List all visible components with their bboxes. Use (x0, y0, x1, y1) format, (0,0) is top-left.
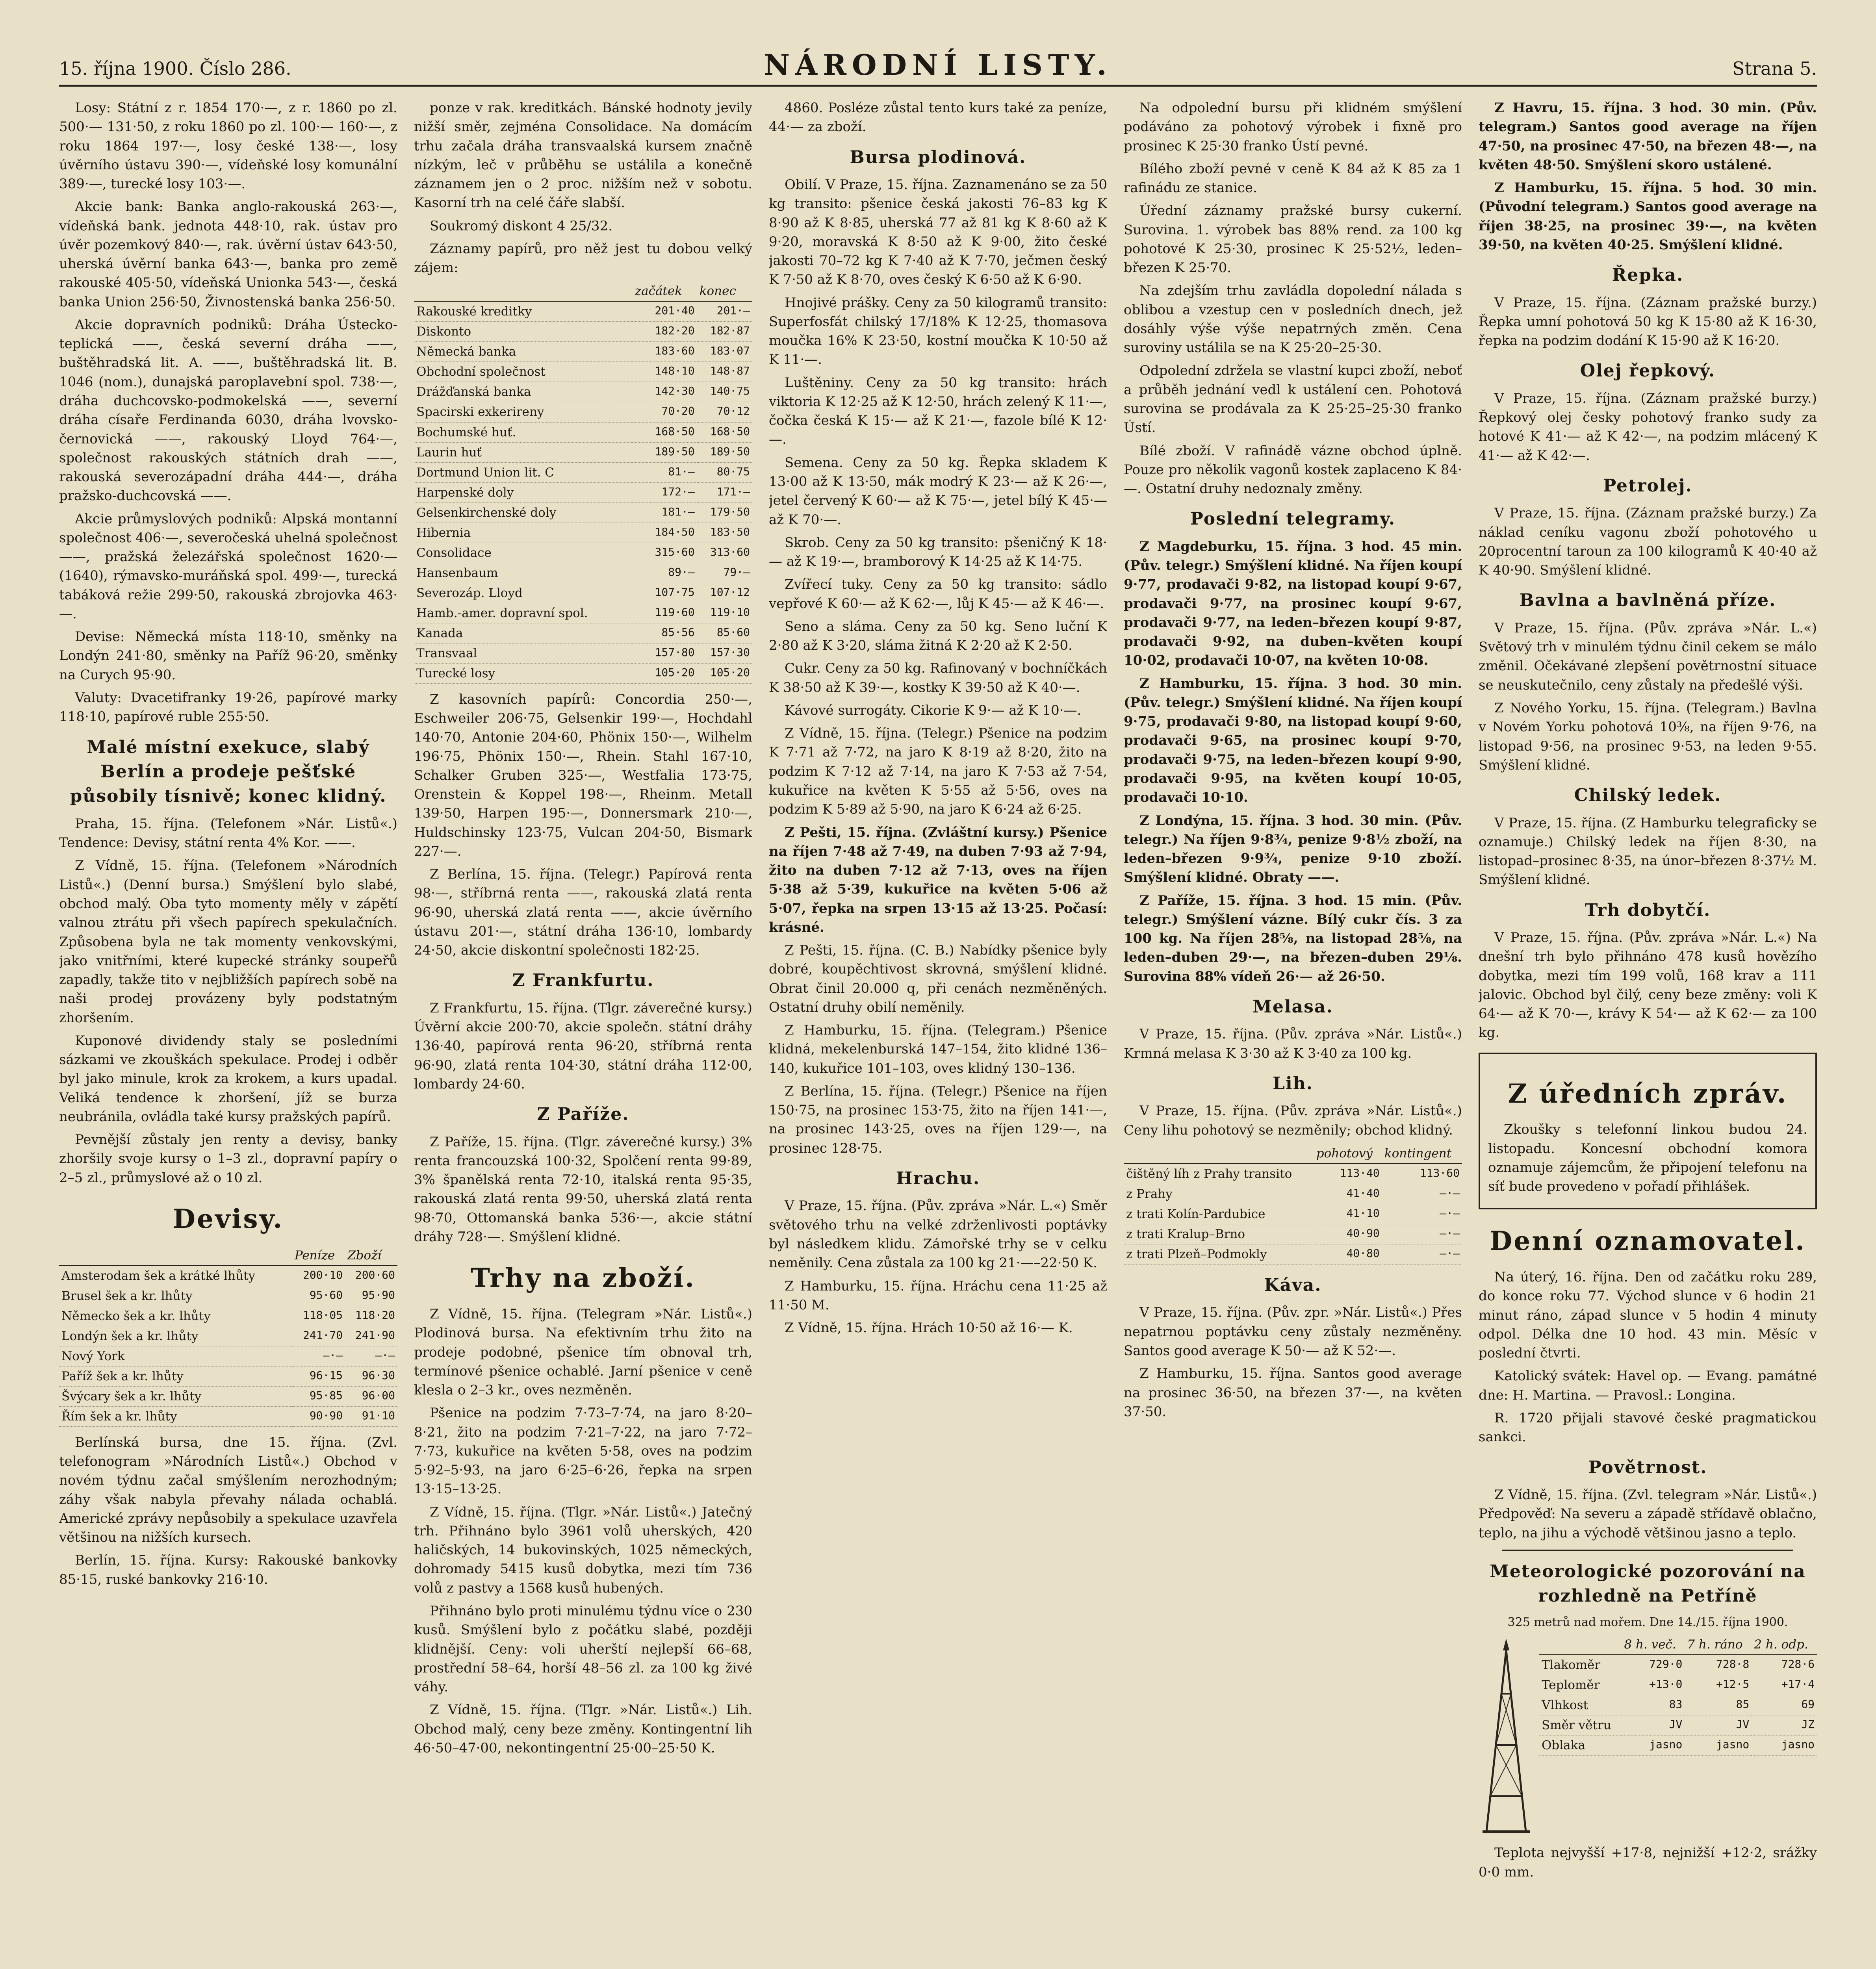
table-cell: Laurin huť (414, 442, 633, 462)
paragraph: V Praze, 15. října. (Pův. zpráva »Nár. L.«) Na dnešní trh bylo přihnáno 478 kusů hovězího dobytka, mezi tím 199 volů, 168 krav a 111 jalovic. Obchod byl čilý, ceny beze změny: voli K 64·— až K 70·—, krávy K 54·— až K 62·— za 100 kg. (1479, 930, 1817, 1041)
table-body (1539, 1655, 1817, 1756)
table-cell: Teploměr (1539, 1675, 1622, 1695)
table-row (59, 1406, 397, 1426)
table-cell: 168·50 (633, 422, 697, 442)
paragraph: Z Vídně, 15. října. (Telefonem »Národních Listů«.) (Denní bursa.) Smýšlení bylo slabé, obchod malý. Oba tyto momenty měly v zápětí valnou ztrátu při všech papírech spekulačních. Způsobena byla ne tak momenty venkovskými, jako vnitřními, které kupecké stránky soupeřů zapadly, takže tito v nejbližších papírech sobě na naši prodej provázeny byly podstatným zhoršením. (59, 858, 397, 1026)
paragraph: Pevnější zůstaly jen renty a devisy, banky zhoršily svoje kursy o 1–3 zl., dopravní papíry o 2–5 zl., průmyslové až o 10 zl. (59, 1132, 397, 1186)
paragraph: V Praze, 15. října. (Z Hamburku telegraficky se oznamuje.) Chilský ledek na říjen 8·30, na listopad–prosinec 8·35, na únor–březen 8·37½ M. Smýšlení klidné. (1479, 815, 1817, 888)
paragraph: Praha, 15. října. (Telefonem »Nár. Listů«.) Tendence: Devisy, státní renta 4% Kor. ——. (59, 816, 397, 851)
paragraph: R. 1720 přijali stavové české pragmatickou sankci. (1479, 1410, 1817, 1445)
table-cell: —·— (345, 1346, 397, 1366)
paragraph: Z Pešti, 15. října. (Zvláštní kursy.) Pšenice na říjen 7·48 až 7·49, na duben 7·93 až 7·94, žito na duben 7·12 až 7·13, oves na říjen 5·38 až 5·39, kukuřice na květen 5·06 až 5·07, řepka na srpen 13·15 až 13·25. Počasí: krásné. (769, 824, 1107, 935)
paragraph: Teplota nejvyšší +17·8, nejnižší +12·2, srážky 0·0 mm. (1479, 1845, 1817, 1880)
paragraph: Z Vídně, 15. října. Hrách 10·50 až 16·— K. (785, 1320, 1073, 1336)
table-cell: 182·87 (697, 322, 752, 342)
table-cell: 729·0 (1622, 1655, 1685, 1675)
table-cell: z trati Plzeň–Podmokly (1124, 1244, 1314, 1264)
table-body (414, 301, 752, 683)
table-row (59, 1346, 397, 1366)
table-cell: Londýn šek a kr. lhůty (59, 1326, 292, 1346)
table-cell: Consolidace (414, 543, 633, 563)
section-heading: Malé místní exekuce, slabý Berlín a prodeje pešťské působily tísnivě; konec klidný. (70, 737, 387, 807)
paragraph: Z Magdeburku, 15. října. 3 hod. 45 min. (Pův. telegr.) Smýšlení klidné. Na říjen koupí 9·77, prodavači 9·82, na listopad koupí 9·67, prodavači 9·77, na prosinec koupí 9·67, prodavači 9·77, na leden–březen koupí 9·87, prodavači 9·92, na duben–květen koupí 10·02, prodavači 10·07, na květen 10·08. (1124, 538, 1462, 669)
table-cell: 119·10 (697, 603, 752, 623)
table-row (414, 482, 752, 502)
section-heading: Z úředních zpráv. (1508, 1078, 1788, 1109)
table-cell: 89·— (633, 563, 697, 583)
table-cell: 85·56 (633, 623, 697, 643)
table-row (414, 643, 752, 663)
table-cell: Německá banka (414, 342, 633, 362)
table-cell: 69 (1752, 1695, 1817, 1715)
paragraph: Na zdejším trhu zavládla dopolední nálada s oblibou a vzestup cen v posledních dnech, jež dosáhly výše výše nepatrných změn. Cena suroviny ustálila se na K 25·20–25·30. (1124, 283, 1462, 356)
table-row (1539, 1675, 1817, 1695)
table-cell: Severozáp. Lloyd (414, 583, 633, 603)
section-heading: Z Paříže. (537, 1104, 629, 1125)
section-heading: Trh dobytčí. (1585, 900, 1711, 920)
column-2 (414, 98, 752, 1969)
table-cell: Hibernia (414, 523, 633, 543)
section-heading: Káva. (1264, 1275, 1322, 1295)
table-cell: 83 (1622, 1695, 1685, 1715)
table-cell: Švýcary šek a kr. lhůty (59, 1386, 292, 1406)
table-cell: 70·12 (697, 402, 752, 422)
table-cell: 40·90 (1314, 1224, 1382, 1244)
column-3 (769, 98, 1107, 1969)
paragraph: Z Vídně, 15. října. (Tlgr. »Nár. Listů«.) Lih. Obchod malý, ceny beze změny. Kontingentní lih 46·50–47·00, nekontingentní 25·00–25·50 K. (414, 1702, 752, 1756)
table-cell: 96·15 (292, 1366, 345, 1386)
paragraph: V Praze, 15. října. (Pův. zpráva »Nár. L.«) Světový trh v minulém týdnu činil cekem se málo změnil. Očekávané zlepšení povětrnostní situace se neuskutečnilo, ceny zůstaly na předešlé výši. (1479, 620, 1817, 693)
table-row (414, 603, 752, 623)
table-cell: Německo šek a kr. lhůty (59, 1306, 292, 1326)
paragraph: Přihnáno bylo proti minulému týdnu více o 230 kusů. Smýšlení bylo z počátku slabé, později klidnější. Ceny: voli uherští nejlepší 66–68, prostřední 58–64, horší 48–56 zl. za 100 kg živé váhy. (414, 1603, 752, 1695)
paragraph: Semena. Ceny za 50 kg. Řepka skladem K 13·00 až K 13·50, mák modrý K 23·— až K 26·—, jetel červený K 60·— až K 75·—, jetel bílý K 45·— až K 70·—. (769, 454, 1107, 528)
lih-table (1124, 1144, 1462, 1264)
table-cell: 79·— (697, 563, 752, 583)
paragraph: Úřední záznamy pražské bursy cukerní. Surovina. 1. výrobek bas 88% rend. za 100 kg pohotové K 25·30, prosinec K 25·52½, leden–březen K 25·70. (1124, 203, 1462, 276)
table-cell: —·— (1382, 1204, 1462, 1224)
table-row (414, 442, 752, 462)
paragraph: V Praze, 15. října. (Záznam pražské burzy.) Řepkový olej česky pohotový franko sudy za hotové K 41·— až K 42·—, na podzim mlácený K 41·— až K 42·—. (1479, 390, 1817, 464)
section-heading: Melasa. (1253, 996, 1333, 1017)
paragraph: Záznamy papírů, pro něž jest tu dobou velký zájem: (414, 241, 752, 276)
paragraph: Seno a sláma. Ceny za 50 kg. Seno luční K 2·80 až K 3·20, sláma žitná K 2·20 až K 2·50. (769, 618, 1107, 654)
table-cell: 241·90 (345, 1326, 397, 1346)
table-cell: 113·60 (1382, 1164, 1462, 1184)
paragraph: Devise: Německá místa 118·10, směnky na Londýn 241·80, směnky na Paříž 96·20, směnky na Curych 95·90. (59, 629, 397, 683)
table-header (414, 281, 633, 301)
paragraph: Kuponové dividendy staly se posledními sázkami ve zkouškách spekulace. Prodej i odběr byl jako minule, krok za krokem, a kurs upadal. Veliká tendence k zhoršení, jíž se burza neubránila, ovládla také kursy pražských papírů. (59, 1033, 397, 1125)
berlin-quotes-table (414, 281, 752, 683)
table-row (414, 663, 752, 683)
paragraph: Z Hamburku, 15. října. (Telegram.) Pšenice klidná, mekelenburská 147–154, žito klidné 136–140, kukuřice 101–103, oves klidný 130–136. (769, 1022, 1107, 1076)
table-cell: 313·60 (697, 543, 752, 563)
paragraph: Z Paříže, 15. října. (Tlgr. záverečné kursy.) 3% renta francouzská 100·32, Spolčení renta 99·89, 3% španělská renta 72·10, italská renta 95·35, rakouská zlatá renta 99·50, uherská zlatá renta 98·70, Ottomanská banka 536·—, akcie státní dráhy 728·—. Smýšlení klidné. (414, 1134, 752, 1245)
table-cell: 107·75 (633, 583, 697, 603)
columns (59, 98, 1817, 1969)
table-cell: 200·10 (292, 1266, 345, 1286)
paragraph: Z Hamburku, 15. října. 3 hod. 30 min. (Pův. telegr.) Smýšlení klidné. Na říjen koupí 9·75, prodavači 9·80, na listopad koupí 9·60, prodavači 9·65, na prosinec koupí 9·70, prodavači 9·75, na leden–březen koupí 9·90, prodavači 9·95, na květen koupí 10·05, prodavači 10·10. (1124, 675, 1462, 806)
table-cell: Paříž šek a kr. lhůty (59, 1366, 292, 1386)
table-row (414, 342, 752, 362)
table-row (414, 402, 752, 422)
table-cell: 105·20 (697, 663, 752, 683)
paragraph: Akcie průmyslových podniků: Alpská montanní společnost 406·—, severočeská uhelná společnost ——, pražská železářská společnost 1620·— (1640), rýmavsko-muráňská spol. 499·—, turecká tabáková režie 299·50, rakouská zbrojovka 463·—. (59, 511, 397, 622)
paragraph: V Praze, 15. října. (Záznam pražské burzy.) Řepka umní pohotová 50 kg K 15·80 až K 16·30, řepka na podzim dodání K 15·90 až K 16·20. (1479, 295, 1817, 349)
table-header: Zboží (345, 1246, 397, 1266)
table-row (59, 1266, 397, 1286)
table-cell: 728·8 (1685, 1655, 1752, 1675)
table-row (414, 362, 752, 382)
table-cell: —·— (292, 1346, 345, 1366)
table-cell: z trati Kolín-Pardubice (1124, 1204, 1314, 1224)
table-cell: Obchodní společnost (414, 362, 633, 382)
section-heading: Poslední telegramy. (1190, 509, 1396, 529)
table-cell: Hansenbaum (414, 563, 633, 583)
table-cell: 189·50 (633, 442, 697, 462)
table-cell: 181·— (633, 502, 697, 523)
paragraph: Z Frankfurtu, 15. října. (Tlgr. záverečné kursy.) Úvěrní akcie 200·70, akcie společn. státní dráhy 136·40, papírová renta 96·20, stříbrná renta 96·90, zlatá renta 104·30, státní dráha 112·00, lombardy 24·60. (414, 1000, 752, 1092)
paragraph: Losy: Státní z r. 1854 170·—, z r. 1860 po zl. 500·— 131·50, z roku 1860 po zl. 100·— 160·—, z roku 1864 197·—, losy české 138·—, losy úvěrního ústavu 390·—, vídeňské losy komunální 389·—, turecké losy 103·—. (59, 100, 397, 192)
paragraph: Z Berlína, 15. října. (Telegr.) Pšenice na říjen 150·75, na prosinec 153·75, žito na říjen 141·—, na prosinec 143·25, oves na říjen 129·—, na prosinec 128·75. (769, 1083, 1107, 1156)
table-header: 2 h. odp. (1752, 1635, 1817, 1655)
table-row (59, 1366, 397, 1386)
table-row (1539, 1735, 1817, 1756)
weather-table (1539, 1635, 1817, 1756)
paragraph: Na úterý, 16. října. Den od začátku roku 289, do konce roku 77. Východ slunce v 6 hodin 21 minut ráno, západ slunce v 5 hodin 4 minuty odpol. Délka dne 10 hod. 43 min. Měsíc v poslední čtvrti. (1479, 1269, 1817, 1361)
section-heading: Petrolej. (1603, 475, 1692, 496)
table-cell: 85 (1685, 1695, 1752, 1715)
table-cell: Harpenské doly (414, 482, 633, 502)
table-cell: 183·60 (633, 342, 697, 362)
paragraph: Valuty: Dvacetifranky 19·26, papírové marky 118·10, papírové ruble 255·50. (59, 690, 397, 725)
paragraph: Obilí. V Praze, 15. října. Zaznamenáno se za 50 kg transito: pšenice česká jakosti 76–83 kg K 8·90 až K 8·85, uherská 77 až 81 kg K 8·60 až K 9·20, moravská K 8·50 až K 9·00, žito české jakosti 70–72 kg K 7·40 až K 7·70, ječmen český K 7·50 až K 8·70, oves český K 6·50 až K 6·90. (769, 177, 1107, 288)
table-cell: 96·30 (345, 1366, 397, 1386)
paragraph: Z Vídně, 15. října. (Telegr.) Pšenice na podzim K 7·71 až 7·72, na jaro K 8·19 až 8·20, žito na podzim K 7·12 až 7·14, na jaro K 7·53 až 7·54, kukuřice na květen K 5·55 až 5·56, oves na podzim K 5·89 až 5·90, na jaro K 6·24 až 6·25. (769, 725, 1107, 818)
paragraph: Z Hamburku, 15. října. Hráchu cena 11·25 až 11·50 M. (769, 1278, 1107, 1313)
table-cell: 91·10 (345, 1406, 397, 1426)
paragraph: Z Havru, 15. října. 3 hod. 30 min. (Pův. telegram.) Santos good average na říjen 47·50, na prosinec 47·50, na březen 48·—, na květen 48·50. Smýšlení skoro ustálené. (1479, 100, 1817, 173)
table-cell: Tlakoměr (1539, 1655, 1622, 1675)
paragraph: Bílé zboží. V rafinádě vázne obchod úplně. Pouze pro několik vagonů kostek zaplaceno K 84·—. Ostatní druhy nedoznaly změny. (1124, 443, 1462, 497)
petrin-tower-icon (1479, 1635, 1534, 1839)
table-row (414, 583, 752, 603)
table-cell: Rakouské kreditky (414, 301, 633, 322)
table-cell: 95·90 (345, 1286, 397, 1306)
table-row (1539, 1715, 1817, 1735)
table-header: konec (697, 281, 752, 301)
table-cell: 172·— (633, 482, 697, 502)
table-cell: 142·30 (633, 382, 697, 402)
paragraph: Zkoušky s telefonní linkou budou 24. listopadu. Koncesní obchodní komora oznamuje zájemcům, že připojení telefonu na síť bude provedeno v pořadí přihlášek. (1488, 1122, 1807, 1195)
table-cell: Hamb.-amer. dopravní spol. (414, 603, 633, 623)
table-cell: Gelsenkirchenské doly (414, 502, 633, 523)
column-5 (1479, 98, 1817, 1969)
paragraph: Z Vídně, 15. října. (Telegram »Nár. Listů«.) Plodinová bursa. Na efektivním trhu žito na prodeje podobné, pšenice tím obnoval trh, termínové pšenice ochablé. Jarní pšenice v ceně klesla o 2–3 kr., oves nezměněn. (414, 1306, 752, 1398)
paragraph: Z kasovních papírů: Concordia 250·—, Eschweiler 206·75, Gelsenkir 199·—, Hochdahl 140·70, Antonie 204·60, Phönix 150·—, Wilhelm 196·75, Phönix 150·—, Rhein. Stahl 167·10, Schalker Gruben 325·—, Westfalia 173·75, Orenstein & Koppel 198·—, Rheinm. Metall 139·50, Harpen 195·—, Donnersmark 210·—, Huldschinsky 123·75, Vulcan 204·50, Bismark 227·—. (414, 691, 752, 859)
section-heading: Meteorologické pozorování na rozhledně na Petříně (1490, 1561, 1806, 1606)
table-row (1124, 1204, 1462, 1224)
paragraph: Kávové surrogáty. Cikorie K 9·— až K 10·—. (785, 702, 1082, 718)
page-number: Strana 5. (1732, 58, 1817, 79)
table-row (414, 623, 752, 643)
header-issue: Číslo 286. (199, 58, 291, 79)
table-cell: Kanada (414, 623, 633, 643)
paragraph: Z Pešti, 15. října. (C. B.) Nabídky pšenice byly dobré, koupěchtivost skrovná, smýšlení klidné. Obrat činil 20.000 q, při cenách nezměněných. Ostatní druhy obilí neměnily. (769, 942, 1107, 1015)
table-cell: 118·20 (345, 1306, 397, 1326)
paragraph: Z Vídně, 15. října. (Zvl. telegram »Nár. Listů«.) Předpověď: Na severu a západě střídavě oblačno, teplo, na jihu a východě většinou jasno a teplo. (1479, 1487, 1817, 1541)
table-cell: 85·60 (697, 623, 752, 643)
table-cell: Řím šek a kr. lhůty (59, 1406, 292, 1426)
table-cell: jasno (1622, 1735, 1685, 1756)
paragraph: Odpolední zdržela se vlastní kupci zboží, neboť a průběh jednání vedl k ustálení cen. Pohotová surovina se prodávala za K 25·25–25·30 franko Ústí. (1124, 363, 1462, 436)
table-cell: Spacirski exkerireny (414, 402, 633, 422)
divider (1502, 1550, 1793, 1551)
table-cell: —·— (1382, 1224, 1462, 1244)
table-cell: 315·60 (633, 543, 697, 563)
devisy-table (59, 1246, 397, 1427)
table-cell: —·— (1382, 1184, 1462, 1204)
paragraph: V Praze, 15. října. (Pův. zpráva »Nár. Listů«.) Ceny lihu pohotový se nezměnily; obchod klidný. (1124, 1103, 1462, 1138)
paragraph: Skrob. Ceny za 50 kg transito: pšeničný K 18·— až K 19·—, bramborový K 14·25 až K 14·75. (769, 534, 1107, 570)
section-heading: Lih. (1273, 1073, 1313, 1094)
table-cell: +12·5 (1685, 1675, 1752, 1695)
table-cell: 95·85 (292, 1386, 345, 1406)
table-header: pohotový (1314, 1144, 1382, 1164)
table-row (1124, 1224, 1462, 1244)
section-heading: Bursa plodinová. (850, 147, 1026, 167)
table-row (414, 422, 752, 442)
table-cell: Drážďanská banka (414, 382, 633, 402)
table-cell: 171·— (697, 482, 752, 502)
section-heading: Bavlna a bavlněná příze. (1519, 590, 1776, 611)
paragraph: Luštěniny. Ceny za 50 kg transito: hrách viktoria K 12·25 až K 12·50, hrách zelený K 11·—, čočka česká K 15·— až K 21·—, fazole bílé K 12·—. (769, 375, 1107, 448)
table-header: Peníze (292, 1246, 345, 1266)
table-row (414, 462, 752, 482)
table-cell: 140·75 (697, 382, 752, 402)
table-cell: 183·07 (697, 342, 752, 362)
paragraph: Akcie dopravních podniků: Dráha Ústecko-teplická ——, česká severní dráha ——, buštěhradská lit. A. ——, buštěhradská lit. B. 1046 (nom.), dunajská paroplavební spol. 738·—, dráha duchcovsko-podmokelská ——, severní dráha císaře Ferdinanda 6030, dráha lvovsko-černovická ——, rakouský Lloyd 764·—, společnost rakouských státních drah ——, rakouská severozápadní dráha 444·—, dráha pražsko-duchcovská ——. (59, 317, 397, 504)
table-cell: 70·20 (633, 402, 697, 422)
table-row (414, 502, 752, 523)
table-cell: jasno (1752, 1735, 1817, 1756)
table-cell: Bochumské huť. (414, 422, 633, 442)
column-4 (1124, 98, 1462, 1969)
paragraph: Z Hamburku, 15. října. 5 hod. 30 min. (Původní telegram.) Santos good average na říjen 38·25, na prosinec 39·—, na květen 39·50, na květen 40·25. Smýšlení klidné. (1479, 180, 1817, 253)
table-cell: 95·60 (292, 1286, 345, 1306)
table-cell: Turecké losy (414, 663, 633, 683)
tower-drawing (1479, 1635, 1534, 1839)
paragraph: V Praze, 15. října. (Záznam pražské burzy.) Za náklad ceníku vagonu zboží pohotového u 20procentní taroun za 100 kilogramů K 40·40 až K 40·90. Smýšlení klidné. (1479, 505, 1817, 578)
table-cell: 41·10 (1314, 1204, 1382, 1224)
paragraph: Soukromý diskont 4 25/32. (430, 218, 612, 234)
table-cell: 118·05 (292, 1306, 345, 1326)
paragraph: Z Paříže, 15. října. 3 hod. 15 min. (Pův. telegr.) Smýšlení vázne. Bílý cukr čís. 3 za 100 kg. Na říjen 28⅝, na listopad 28⅝, na leden–duben 29·—, na březen–duben 29⅛. Surovina 88% vídeň 26·— až 26·50. (1124, 892, 1462, 984)
weather-subtitle: 325 metrů nad mořem. Dne 14./15. října 1900. (1507, 1615, 1788, 1629)
table-row (1124, 1164, 1462, 1184)
table-cell: —·— (1382, 1244, 1462, 1264)
table-cell: 182·20 (633, 322, 697, 342)
section-heading: Denní oznamovatel. (1490, 1226, 1806, 1257)
table-cell: jasno (1685, 1735, 1752, 1756)
paragraph: 4860. Posléze zůstal tento kurs také za peníze, 44·— za zboží. (769, 100, 1107, 135)
section-heading: Chilský ledek. (1574, 785, 1722, 806)
table-cell: JV (1685, 1715, 1752, 1735)
table-cell: Brusel šek a kr. lhůty (59, 1286, 292, 1306)
table-cell: 200·60 (345, 1266, 397, 1286)
page-header (59, 47, 1817, 87)
paragraph: Bílého zboží pevné v ceně K 84 až K 85 za 1 rafinádu ze stanice. (1124, 161, 1462, 196)
section-heading: Hrachu. (896, 1168, 980, 1189)
paragraph: Akcie bank: Banka anglo-rakouská 263·—, vídeňská bank. jednota 448·10, rak. ústav pro úvěr pozemkový 840·—, rak. úvěrní ústav 643·50, uherská úvěrní banka 643·—, banka pro země rakouské 405·50, vídeňská Unionka 543·—, česká banka Union 256·50, Živnostenská banka 256·50. (59, 199, 397, 310)
table-cell: 113·40 (1314, 1164, 1382, 1184)
table-cell: Diskonto (414, 322, 633, 342)
paragraph: Z Vídně, 15. října. (Tlgr. »Nár. Listů«.) Jatečný trh. Přihnáno bylo 3961 volů uherských, 420 haličských, 14 bukovinských, 1025 německých, dohromady 5415 kusů dobytka, mezi tím 736 volů z pastvy a 1568 kusů hubených. (414, 1504, 752, 1596)
paragraph: Katolický svátek: Havel op. — Evang. památné dne: H. Martina. — Pravosl.: Longina. (1479, 1368, 1817, 1403)
column-1 (59, 98, 397, 1969)
paragraph: V Praze, 15. října. (Pův. zpráva »Nár. Listů«.) Krmná melasa K 3·30 až K 3·40 za 100 kg. (1124, 1026, 1462, 1061)
paragraph: Hnojivé prášky. Ceny za 50 kilogramů transito: Superfosfát chilský 17/18% K 12·25, thomasova moučka 16% K 23·50, kostní moučka K 10·50 až K 11·—. (769, 295, 1107, 368)
table-row (59, 1286, 397, 1306)
table-header (1124, 1144, 1314, 1164)
paragraph: V Praze, 15. října. (Pův. zpráva »Nár. L.«) Směr světového trhu na velké zdrženlivosti poptávky byl následkem klidu. Zámořské trhy se v celku neměnily. Cena zůstala za 100 kg 21·—–22·50 K. (769, 1198, 1107, 1271)
table-header: 8 h. več. (1622, 1635, 1685, 1655)
paragraph: Na odpolední bursu při klidném smýšlení podáváno za pohotový výrobek i fixně pro prosinec K 25·30 franko Ústí pevné. (1124, 100, 1462, 154)
table-cell: 168·50 (697, 422, 752, 442)
table-cell: 179·50 (697, 502, 752, 523)
table-cell: 201·40 (633, 301, 697, 322)
paragraph: Berlín, 15. října. Kursy: Rakouské bankovky 85·15, ruské bankovky 216·10. (59, 1552, 397, 1587)
paragraph: Z Berlína, 15. října. (Telegr.) Papírová renta 98·—, stříbrná renta ——, rakouská zlatá renta 96·90, uherská zlatá renta ——, akcie úvěrního ústavu 201·—, státní dráha 136·10, lombardy 24·50, akcie diskontní společnosti 182·25. (414, 866, 752, 959)
weather-block (1479, 1631, 1817, 1843)
table-header: 7 h. ráno (1685, 1635, 1752, 1655)
table-cell: 157·80 (633, 643, 697, 663)
table-cell: JV (1622, 1715, 1685, 1735)
table-cell: 107·12 (697, 583, 752, 603)
table-row (1539, 1695, 1817, 1715)
table-cell: 148·10 (633, 362, 697, 382)
table-cell: 184·50 (633, 523, 697, 543)
table-cell: Směr větru (1539, 1715, 1622, 1735)
section-heading: Řepka. (1612, 265, 1684, 286)
table-cell: 201·— (697, 301, 752, 322)
table-cell: 148·87 (697, 362, 752, 382)
paragraph: V Praze, 15. října. (Pův. zpr. »Nár. Listů«.) Přes nepatrnou poptávku ceny zůstaly nezměněny. Santos good average K 50·— až K 52·—. (1124, 1305, 1462, 1359)
section-heading: Povětrnost. (1588, 1457, 1707, 1478)
table-row (414, 523, 752, 543)
table-row (414, 563, 752, 583)
section-heading: Olej řepkový. (1580, 361, 1716, 381)
paragraph: Z Nového Yorku, 15. října. (Telegram.) Bavlna v Novém Yorku pohotová 10⅜, na říjen 9·76, na listopad 9·56, na prosinec 9·53, na leden 9·55. Smýšlení klidné. (1479, 700, 1817, 773)
paragraph: Cukr. Ceny za 50 kg. Rafinovaný v bochníčkách K 38·50 až K 39·—, kostky K 39·50 až K 40·—. (769, 660, 1107, 695)
section-heading: Trhy na zboží. (470, 1263, 696, 1294)
table-header: kontingent (1382, 1144, 1462, 1164)
table-cell: JZ (1752, 1715, 1817, 1735)
table-header (59, 1246, 292, 1266)
paragraph: Berlínská bursa, dne 15. října. (Zvl. telefonogram »Národních Listů«.) Obchod v novém týdnu začal smýšlením nerozhodným; záhy však nabyla převahy nálada ochablá. Americké zprávy nepůsobily a spekulace uzavřela většinou na nižších kursech. (59, 1434, 397, 1546)
table-cell: 41·40 (1314, 1184, 1382, 1204)
table-row (1539, 1655, 1817, 1675)
table-cell: +17·4 (1752, 1675, 1817, 1695)
table-cell: 105·20 (633, 663, 697, 683)
table-cell: 119·60 (633, 603, 697, 623)
table-cell: 90·90 (292, 1406, 345, 1426)
table-row (414, 322, 752, 342)
paragraph: Z Hamburku, 15. října. Santos good average na prosinec 36·50, na březen 37·—, na květen 37·50. (1124, 1366, 1462, 1420)
table-row (59, 1386, 397, 1406)
table-cell: Vlhkost (1539, 1695, 1622, 1715)
section-heading: Z Frankfurtu. (512, 970, 654, 991)
official-notice-box (1479, 1053, 1817, 1210)
table-cell: 189·50 (697, 442, 752, 462)
table-row (414, 543, 752, 563)
table-cell: Transvaal (414, 643, 633, 663)
table-cell: Dortmund Union lit. C (414, 462, 633, 482)
table-cell: z Prahy (1124, 1184, 1314, 1204)
table-cell: Nový York (59, 1346, 292, 1366)
header-date: 15. října 1900. (59, 58, 194, 79)
table-row (59, 1326, 397, 1346)
table-row (414, 382, 752, 402)
table-cell: 80·75 (697, 462, 752, 482)
table-cell: +13·0 (1622, 1675, 1685, 1695)
table-row (59, 1306, 397, 1326)
table-cell: 157·30 (697, 643, 752, 663)
table-cell: 241·70 (292, 1326, 345, 1346)
table-cell: Amsterodam šek a krátké lhůty (59, 1266, 292, 1286)
table-row (414, 301, 752, 322)
paragraph: ponze v rak. kreditkách. Bánské hodnoty jevily nižší směr, zejména Consolidace. Na domácím trhu začala dráha transvaalská kursem značně nízkým, leč v průběhu se ustálila a konečně záznamem jen o 2 proc. nižším než v sobotu. Kasorní trh na celé čáře slabší. (414, 100, 752, 211)
table-row (1124, 1184, 1462, 1204)
paragraph: Zvířecí tuky. Ceny za 50 kg transito: sádlo vepřové K 60·— až K 62·—, lůj K 45·— až K 46·—. (769, 577, 1107, 612)
table-cell: 96·00 (345, 1386, 397, 1406)
table-cell: 40·80 (1314, 1244, 1382, 1264)
table-cell: 728·6 (1752, 1655, 1817, 1675)
section-heading: Devisy. (173, 1203, 284, 1234)
table-row (1124, 1244, 1462, 1264)
paragraph: Z Londýna, 15. října. 3 hod. 30 min. (Pův. telegr.) Na říjen 9·8¾, penize 9·8½ zboží, na leden–březen 9·9¾, penize 9·10 zboží. Smýšlení klidné. Obraty ——. (1124, 812, 1462, 886)
table-header: začátek (633, 281, 697, 301)
table-cell: 183·50 (697, 523, 752, 543)
paragraph: Pšenice na podzim 7·73–7·74, na jaro 8·20–8·21, žito na podzim 7·21–7·22, na jaro 7·72–7·73, kukuřice na květen 5·58, oves na podzim 5·92–5·93, na jaro 6·25–6·26, řepka na srpen 13·15–13·25. (414, 1405, 752, 1497)
masthead-title: NÁRODNÍ LISTY. (764, 48, 1112, 82)
table-cell: z trati Kralup–Brno (1124, 1224, 1314, 1244)
table-cell: čištěný líh z Prahy transito (1124, 1164, 1314, 1184)
table-cell: 81·— (633, 462, 697, 482)
table-header (1539, 1635, 1622, 1655)
table-cell: Oblaka (1539, 1735, 1622, 1756)
